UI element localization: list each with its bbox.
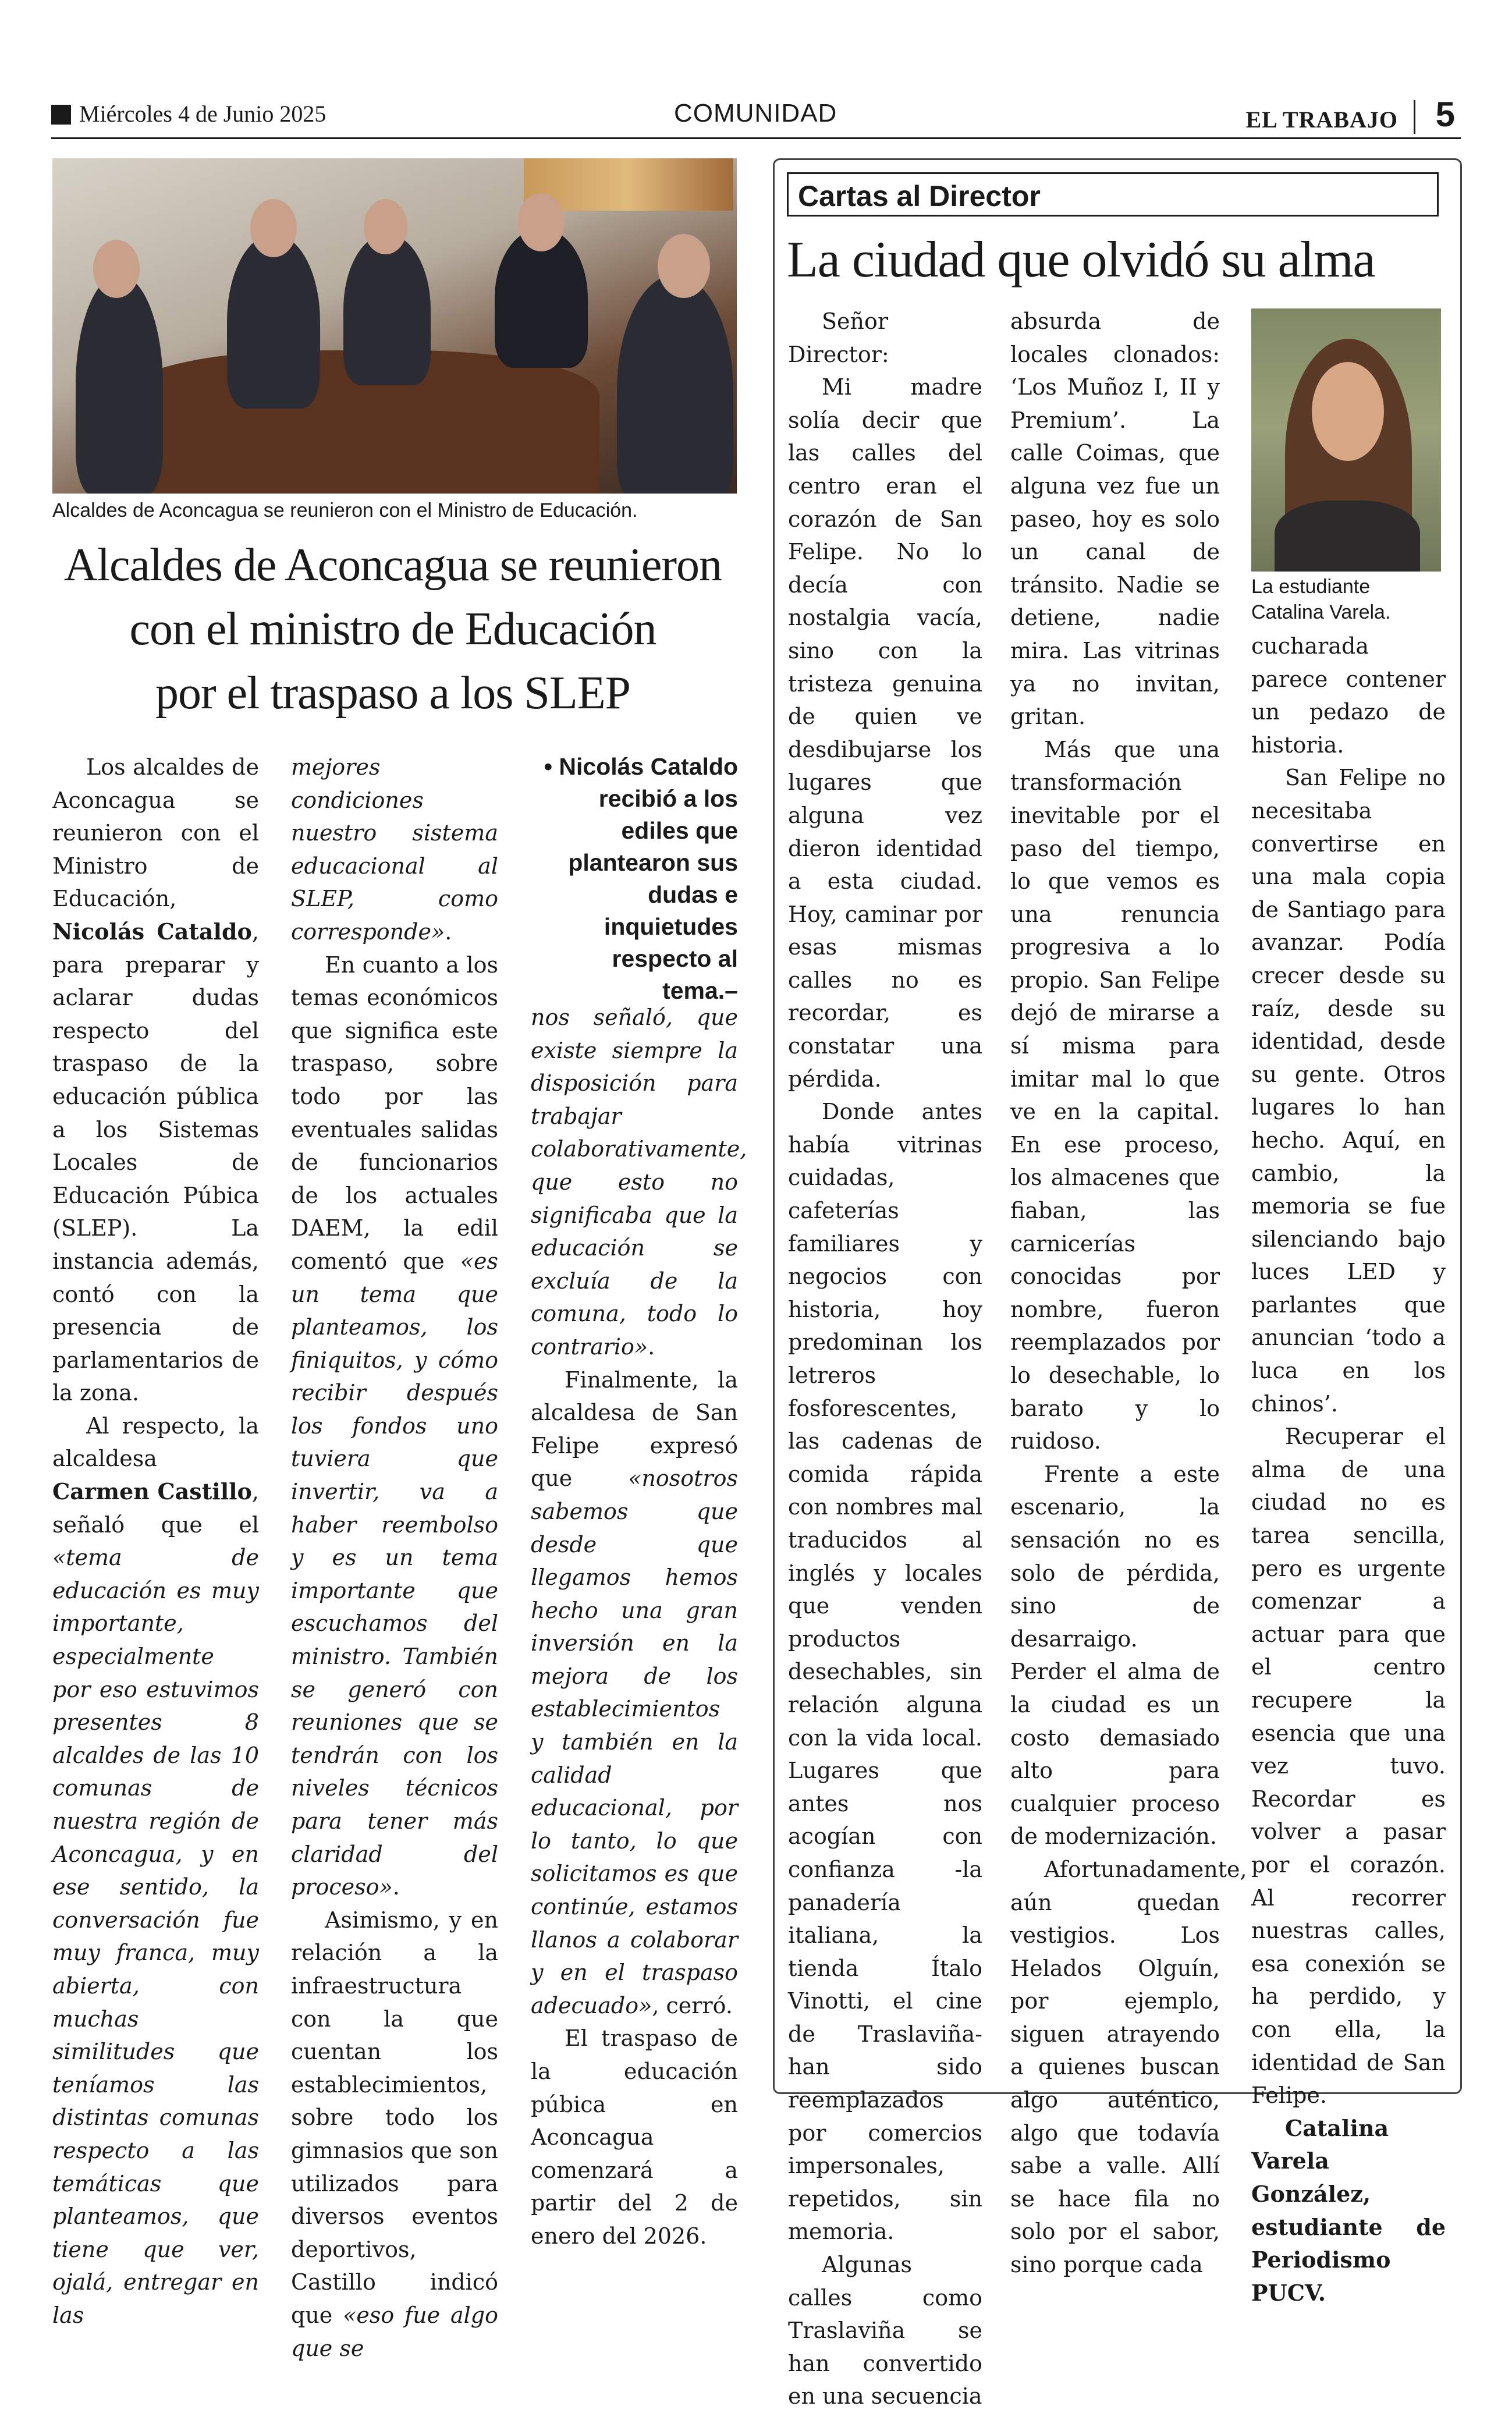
letter-paragraph: Frente a este escenario, la sensación no es solo de pérdida, sino de desarraigo. Perder el alma de la ciudad es un costo demasiado alto para cualquier proceso de modernización. [1010, 1461, 1220, 1850]
headline-line: por el traspaso a los SLEP [155, 668, 631, 719]
person-head [364, 199, 407, 254]
letter-paragraph: Afortunadamente, aún quedan vestigios. Los Helados Olguín, por ejemplo, siguen atrayendo a quienes buscan algo auténtico, algo que todavía sabe a valle. Allí se hace fila no solo por el sabor, sino porque cada [1010, 1856, 1247, 2278]
quote: «eso fue algo que se [291, 2302, 498, 2361]
header-square-icon [51, 105, 71, 125]
newspaper-name: EL TRABAJO [1245, 107, 1398, 133]
article-column-3 [531, 1001, 747, 2253]
headline-line: con el ministro de Educación [129, 604, 656, 655]
letter-paragraph: Mi madre solía decir que las calles del centro eran el corazón de San Felipe. No lo decía con nostalgia vacía, sino con la tristeza genuina de quien ve desdibujarse los lugares que alguna vez dieron identidad a esta ciudad. Hoy, caminar por esas mismas calles no es recordar, es constatar una pérdida. [788, 374, 982, 1092]
letter-paragraph: San Felipe no necesitaba convertirse en una mala copia de Santiago para avanzar. Podía crecer desde su raíz, desde su identidad, desde su gente. Otros lugares lo han hecho. Aquí, en cambio, la memoria se fue silenciando bajo luces LED y parlantes que anuncian ‘todo a luca en los chinos’. [1251, 765, 1446, 1417]
article-paragraph: Finalmente, la alcaldesa de San Felipe expresó que «nosotros sabemos que desde que llegamos hemos hecho una gran inversión en la mejora de los establecimientos y también en la calidad educacional, por lo tanto, lo que solicitamos es que continúe, estamos llanos a colaborar y en el traspaso adecuado», cerró. [531, 1367, 738, 2018]
person-figure [227, 234, 320, 409]
article-paragraph: nos señaló, que existe siempre la disposición para trabajar colaborativamente, que esto no significaba que la educación se excluía de la comuna, todo lo contrario». [531, 1005, 747, 1360]
article-column-1 [52, 751, 259, 2332]
letter-column-1 [788, 305, 982, 2413]
portrait-face [1312, 362, 1384, 461]
letter-column-2 [1010, 305, 1247, 2281]
letter-paragraph: Recuperar el alma de una ciudad no es tarea sencilla, pero es urgente comenzar a actuar para que el centro recupere la esencia que una vez tuvo. Recordar es volver a pasar por el corazón. Al recorrer nuestras calles, esa conexión se ha perdido, y con ella, la identidad de San Felipe. [1251, 1424, 1446, 2109]
person-figure [343, 234, 431, 385]
letter-paragraph: cucharada parece contener un pedazo de historia. [1251, 633, 1446, 758]
pull-quote: • Nicolás Cataldo recibió a los ediles que plantearon sus dudas e inquietudes respecto al tema.– [544, 753, 738, 1004]
author-portrait [1251, 308, 1441, 572]
quote: mejores condiciones nuestro sistema educacional al SLEP, como corresponde» [291, 754, 498, 945]
article-paragraph: mejores condiciones nuestro sistema educacional al SLEP, como corresponde». [291, 754, 498, 945]
photo-caption: Alcaldes de Aconcagua se reunieron con el Ministro de Educación. [52, 499, 638, 521]
quote: «es un tema que planteamos, los finiquitos, y cómo recibir después los fondos uno tuviera que invertir, va a haber reembolso y es un tema importante que escuchamos del ministro. También se generó con reuniones que se tendrán con los niveles técnicos para tener más claridad del proceso» [291, 1248, 498, 1900]
letter-paragraph: Algunas calles como Traslaviña se han convertido en una secuencia [788, 2252, 982, 2410]
page-number: 5 [1435, 95, 1455, 134]
person-head [658, 234, 710, 298]
letter-column-3 [1251, 630, 1446, 2309]
portrait-body [1275, 501, 1420, 572]
letter-paragraph: Donde antes había vitrinas cuidadas, cafeterías familiares y negocios con historia, hoy predominan los letreros fosforescentes, las cadenas de comida rápida con nombres mal traducidos al inglés y locales que venden productos desechables, sin relación alguna con la vida local. Lugares que antes nos acogían con confianza -la panadería italiana, la tienda Ítalo Vinotti, el cine de Traslaviña- han sido reemplazados por comercios impersonales, repetidos, sin memoria. [788, 1099, 982, 2245]
letter-paragraph: absurda de locales clonados: ‘Los Muñoz I, II y Premium’. La calle Coimas, que alguna vez fue un paseo, hoy es solo un canal de tránsito. Nadie se detiene, nadie mira. Las vitrinas ya no invitan, gritan. [1010, 308, 1220, 730]
letter-paragraph: Señor Director: [788, 308, 889, 367]
section-name: COMUNIDAD [674, 99, 837, 127]
header-divider [1414, 100, 1415, 134]
issue-date: Miércoles 4 de Junio 2025 [79, 101, 326, 127]
letter-title: La ciudad que olvidó su alma [787, 232, 1375, 288]
person-name: Nicolás Cataldo [52, 918, 252, 945]
portrait-caption: La estudiante Catalina Varela. [1251, 576, 1391, 623]
letter-paragraph: Más que una transformación inevitable por el paso del tiempo, lo que vemos es una renuncia progresiva a lo propio. San Felipe dejó de mirarse a sí misma para imitar mal lo que ve en la capital. En ese proceso, los almacenes que fiaban, las carnicerías conocidas por nombre, fueron reemplazados por lo desechable, lo barato y lo ruidoso. [1010, 736, 1220, 1454]
quote: «nosotros sabemos que desde que llegamos hemos hecho una gran inversión en la mejora de los establecimientos y también en la calidad educacional, por lo tanto, lo que solicitamos es que continúe, estamos llanos a colaborar y en el traspaso adecuado» [531, 1465, 738, 2018]
article-paragraph: Los alcaldes de Aconcagua se reunieron con el Ministro de Educación, Nicolás Cataldo, para preparar y aclarar dudas respecto del traspaso de la educación pública a los Sistemas Locales de Educación Púbica (SLEP). La instancia además, contó con la presencia de parlamentarios de la zona. [52, 754, 259, 1406]
person-head [93, 240, 140, 298]
person-figure [617, 275, 733, 494]
person-name: Carmen Castillo [52, 1478, 252, 1505]
article-paragraph: Asimismo, y en relación a la infraestructura con la que cuentan los establecimientos, sobre todo los gimnasios que son utilizados para diversos eventos deportivos, Castillo indicó que «eso fue algo que se [291, 1907, 498, 2361]
article-column-2 [291, 751, 498, 2365]
quote: «tema de educación es muy importante, especialmente por eso estuvimos presentes 8 alcaldes de las 10 comunas de nuestra región de Aconcagua, y en ese sentido, la conversación fue muy franca, muy abierta, con muchas similitudes que teníamos las distintas comunas respecto a las temáticas que planteamos, que tiene que ver, ojalá, entregar en las [52, 1545, 259, 2328]
article-paragraph: Al respecto, la alcaldesa Carmen Castillo, señaló que el «tema de educación es muy importante, especialmente por eso estuvimos presentes 8 alcaldes de las 10 comunas de nuestra región de Aconcagua, y en ese sentido, la conversación fue muy franca, muy abierta, con muchas similitudes que teníamos las distintas comunas respecto a las temáticas que planteamos, que tiene que ver, ojalá, entregar en las [52, 1413, 259, 2328]
article-paragraph: En cuanto a los temas económicos que significa este traspaso, sobre todo por las eventuales salidas de funcionarios de los actuales DAEM, la edil comentó que «es un tema que planteamos, los finiquitos, y cómo recibir después los fondos uno tuviera que invertir, va a haber reembolso y es un tema importante que escuchamos del ministro. También se generó con reuniones que se tendrán con los niveles técnicos para tener más claridad del proceso». [291, 952, 498, 1900]
headline-line: Alcaldes de Aconcagua se reunieron [64, 540, 722, 591]
quote: nos señaló, que existe siempre la disposición para trabajar colaborativamente, que esto no significaba que la educación se excluía de la comuna, todo lo contrario» [531, 1005, 747, 1360]
letter-signature: Catalina Varela González, estudiante de Periodismo PUCV. [1251, 2114, 1446, 2306]
article-paragraph: El traspaso de la educación púbica en Aconcagua comenzará a partir del 2 de enero del 2026. [531, 2025, 738, 2249]
section-label: Cartas al Director [787, 172, 1439, 217]
article-headline [35, 533, 751, 725]
header-rule [51, 137, 1461, 139]
meeting-photo [52, 158, 737, 494]
page-header [51, 95, 1461, 137]
person-head [250, 199, 297, 257]
person-figure [76, 275, 163, 494]
person-head [518, 193, 565, 251]
